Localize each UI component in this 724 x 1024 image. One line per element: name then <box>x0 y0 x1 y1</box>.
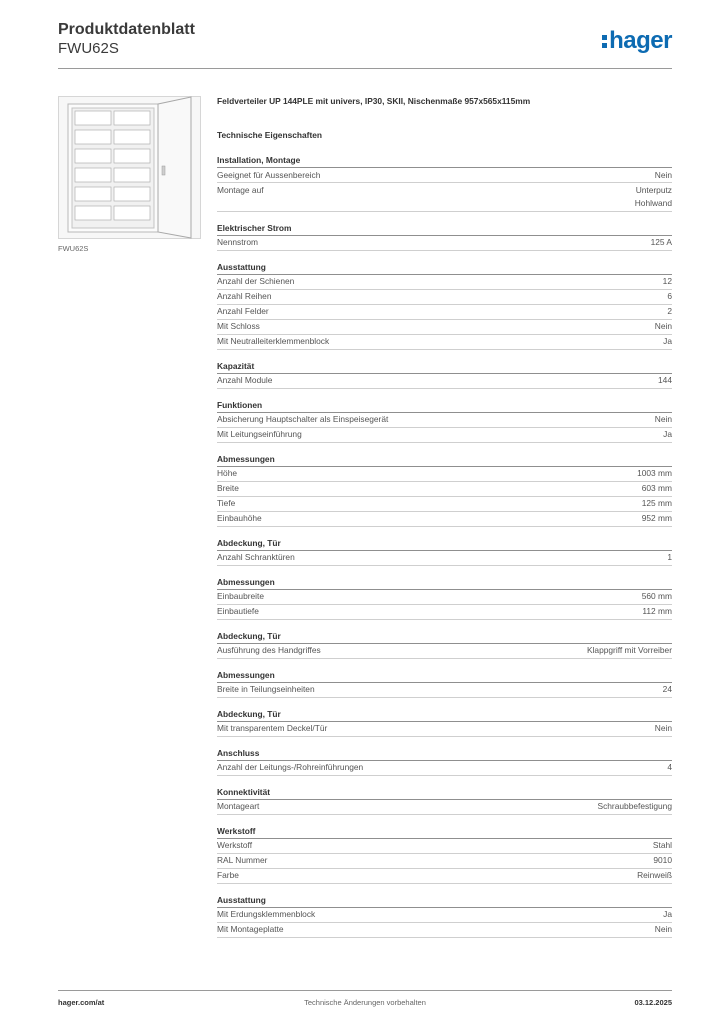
property-row <box>217 644 672 659</box>
property-value <box>667 305 672 319</box>
property-label: Mit Erdungsklemmenblock <box>217 909 316 919</box>
property-value <box>667 551 672 565</box>
property-label: Absicherung Hauptschalter als Einspeisegerät <box>217 414 389 424</box>
property-value <box>642 605 672 619</box>
product-details <box>217 96 672 938</box>
property-label: Mit Leitungseinführung <box>217 429 302 439</box>
property-value <box>663 908 672 922</box>
group-heading: Konnektivität <box>217 786 672 800</box>
property-value <box>655 722 672 736</box>
property-value-line: 125 A <box>650 237 672 247</box>
property-row <box>217 168 672 183</box>
property-label: Werkstoff <box>217 840 253 850</box>
group-heading: Abmessungen <box>217 669 672 683</box>
property-value-line: Stahl <box>652 840 672 850</box>
property-value <box>658 374 672 388</box>
property-row <box>217 183 672 212</box>
property-value-line: Nein <box>654 169 672 180</box>
property-value <box>651 236 672 250</box>
property-value <box>587 644 672 658</box>
property-row <box>217 305 672 320</box>
header-divider <box>58 68 672 69</box>
property-row <box>217 800 672 815</box>
property-label: Mit transparentem Deckel/Tür <box>217 723 328 733</box>
property-label: Höhe <box>217 468 238 478</box>
property-value-line: Klappgriff mit Vorreiber <box>586 645 672 655</box>
property-row <box>217 320 672 335</box>
property-row <box>217 467 672 482</box>
property-value <box>642 590 672 604</box>
property-value-line: Ja <box>663 429 672 439</box>
property-label: Nennstrom <box>217 237 258 247</box>
property-row <box>217 275 672 290</box>
group-heading: Werkstoff <box>217 825 672 839</box>
property-value <box>653 839 672 853</box>
property-value-line: Schraubbefestigung <box>597 801 672 811</box>
property-row <box>217 551 672 566</box>
property-value-line: 112 mm <box>642 606 672 616</box>
logo-dots-icon <box>602 35 607 48</box>
property-value-line: Reinweiß <box>637 870 672 880</box>
property-value-line: 12 <box>662 276 672 286</box>
logo-text: hager <box>609 27 672 54</box>
property-label: Anzahl Reihen <box>217 291 272 301</box>
property-row <box>217 761 672 776</box>
property-row <box>217 374 672 389</box>
product-code: FWU62S <box>58 40 119 57</box>
property-value <box>663 335 672 349</box>
property-value-line: 2 <box>667 306 672 316</box>
property-row <box>217 605 672 620</box>
property-value-line: Ja <box>663 336 672 346</box>
group-heading: Abmessungen <box>217 576 672 590</box>
property-label: Einbauhöhe <box>217 513 262 523</box>
group-heading: Kapazität <box>217 360 672 374</box>
property-value-line: 1 <box>667 552 672 562</box>
property-value <box>667 761 672 775</box>
property-label: Farbe <box>217 870 239 880</box>
property-label: Breite in Teilungseinheiten <box>217 684 315 694</box>
property-label: Anzahl der Schienen <box>217 276 295 286</box>
group-heading: Anschluss <box>217 747 672 761</box>
property-value-line: 603 mm <box>641 483 672 493</box>
property-label: Montage auf <box>217 184 264 195</box>
group-heading: Abdeckung, Tür <box>217 630 672 644</box>
property-value-line: 125 mm <box>641 498 672 508</box>
group-heading: Abdeckung, Tür <box>217 708 672 722</box>
property-value <box>663 683 672 697</box>
property-row <box>217 590 672 605</box>
property-value-line: 6 <box>667 291 672 301</box>
property-row <box>217 722 672 737</box>
property-value <box>663 275 672 289</box>
property-value <box>655 169 672 183</box>
property-value-line: 4 <box>667 762 672 772</box>
group-heading: Ausstattung <box>217 894 672 908</box>
property-row <box>217 923 672 938</box>
property-row <box>217 869 672 884</box>
property-value-line: Hohlwand <box>634 198 672 208</box>
property-value-line: Nein <box>654 321 672 331</box>
property-row <box>217 413 672 428</box>
hager-logo <box>602 27 672 55</box>
property-value-line: 144 <box>658 375 672 385</box>
property-label: RAL Nummer <box>217 855 268 865</box>
property-label: Anzahl Module <box>217 375 273 385</box>
property-row <box>217 497 672 512</box>
property-row <box>217 428 672 443</box>
property-label: Anzahl Felder <box>217 306 269 316</box>
property-value <box>667 290 672 304</box>
property-value <box>642 497 672 511</box>
page-header <box>58 20 672 70</box>
property-label: Breite <box>217 483 239 493</box>
property-row <box>217 290 672 305</box>
property-value-line: 1003 mm <box>637 468 672 478</box>
property-value-line: Unterputz <box>635 184 672 195</box>
footer-note: Technische Änderungen vorbehalten <box>304 998 426 1007</box>
product-description: Feldverteiler UP 144PLE mit univers, IP30, SKII, Nischenmaße 957x565x115mm <box>217 96 531 106</box>
property-value <box>642 512 672 526</box>
group-heading: Ausstattung <box>217 261 672 275</box>
property-value <box>655 413 672 427</box>
footer-divider <box>58 990 672 991</box>
property-value <box>637 869 672 883</box>
property-value-line: 560 mm <box>641 591 672 601</box>
property-label: Mit Schloss <box>217 321 260 331</box>
property-label: Tiefe <box>217 498 236 508</box>
property-row <box>217 839 672 854</box>
property-value <box>637 467 672 481</box>
property-row <box>217 236 672 251</box>
group-heading: Installation, Montage <box>217 154 672 168</box>
section-title: Technische Eigenschaften <box>217 130 323 140</box>
property-row <box>217 683 672 698</box>
property-label: Montageart <box>217 801 260 811</box>
page-footer <box>58 998 672 1010</box>
group-heading: Elektrischer Strom <box>217 222 672 236</box>
property-row <box>217 908 672 923</box>
property-value <box>598 800 673 814</box>
property-label: Anzahl der Leitungs-/Rohreinführungen <box>217 762 364 772</box>
group-heading: Abmessungen <box>217 453 672 467</box>
property-value-line: 952 mm <box>641 513 672 523</box>
property-label: Anzahl Schranktüren <box>217 552 295 562</box>
properties-list <box>217 154 672 938</box>
property-value-line: Nein <box>654 723 672 733</box>
property-label: Einbaubreite <box>217 591 265 601</box>
property-label: Mit Montageplatte <box>217 924 284 934</box>
property-value <box>655 320 672 334</box>
property-label: Mit Neutralleiterklemmenblock <box>217 336 330 346</box>
property-label: Geeignet für Aussenbereich <box>217 169 321 180</box>
property-value-line: Ja <box>663 909 672 919</box>
footer-date: 03.12.2025 <box>634 998 672 1007</box>
property-value <box>642 482 672 496</box>
property-value-line: 24 <box>662 684 672 694</box>
property-row <box>217 854 672 869</box>
property-value <box>653 854 672 868</box>
property-value <box>635 184 672 211</box>
footer-url[interactable]: hager.com/at <box>58 998 105 1007</box>
property-row <box>217 512 672 527</box>
distribution-board-image <box>58 96 201 239</box>
document-title: Produktdatenblatt <box>58 21 195 38</box>
group-heading: Abdeckung, Tür <box>217 537 672 551</box>
image-caption: FWU62S <box>58 244 89 253</box>
property-row <box>217 482 672 497</box>
property-label: Einbautiefe <box>217 606 259 616</box>
property-value-line: 9010 <box>653 855 672 865</box>
property-value <box>655 923 672 937</box>
property-label: Ausführung des Handgriffes <box>217 645 321 655</box>
property-row <box>217 335 672 350</box>
group-heading: Funktionen <box>217 399 672 413</box>
property-value <box>663 428 672 442</box>
property-value-line: Nein <box>654 924 672 934</box>
property-value-line: Nein <box>654 414 672 424</box>
